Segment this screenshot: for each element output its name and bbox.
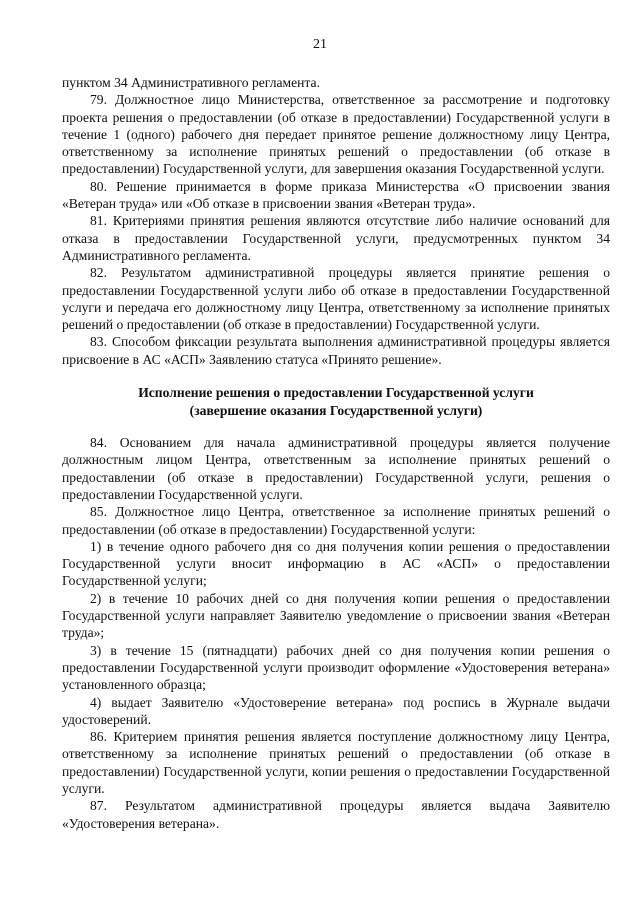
section-heading-line-1: Исполнение решения о предоставлении Государственной услуги [138, 385, 534, 401]
list-item-1: 1) в течение одного рабочего дня со дня получения копии решения о предоставлении Государственной услуги вносит информацию в АС «АСП» о предоставлении Государственной услуги; [62, 538, 610, 589]
paragraph-81: 81. Критериями принятия решения являются отсутствие либо наличие оснований для отказа в предоставлении Государственной услуги, предусмотренных пунктом 34 Административного регламента. [62, 213, 610, 263]
paragraph-87: 87. Результатом административной процедуры является выдача Заявителю «Удостоверения ветерана». [62, 798, 610, 831]
list-item-3: 3) в течение 15 (пятнадцати) рабочих дней со дня получения копии решения о предоставлении Государственной услуги производит оформление «Удостоверения ветерана» установленного образца; [62, 642, 610, 693]
section-heading-line-2: (завершение оказания Государственной услуги) [189, 403, 483, 419]
list-item-2: 2) в течение 10 рабочих дней со дня получения копии решения о предоставлении Государственной услуги направляет Заявителю уведомление о присвоении звания «Ветеран труда»; [62, 590, 610, 641]
paragraph-82: 82. Результатом административной процедуры является принятие решения о предоставлении Государственной услуги либо об отказе в предоставлении Государственной услуги и передача его должностному лицу Центра, ответственному за исполнение принятых решений о предоставлении (об отказе в предоставлении) Государственной услуги. [62, 265, 610, 333]
paragraph-83: 83. Способом фиксации результата выполнения административной процедуры является присвоение в АС «АСП» Заявлению статуса «Принято решение». [62, 334, 610, 367]
page-number: 21 [313, 37, 327, 52]
paragraph-80: 80. Решение принимается в форме приказа Министерства «О присвоении звания «Ветеран труда» или «Об отказе в присвоении звания «Ветеран труда». [62, 178, 610, 212]
list-item-4: 4) выдает Заявителю «Удостоверение ветерана» под роспись в Журнале выдачи удостоверений. [62, 694, 610, 727]
paragraph-86: 86. Критерием принятия решения является поступление должностному лицу Центра, ответственному за исполнение принятых решений о предоставлении (об отказе в предоставлении) Государственной услуги, копии решения о предоставлении Государственной услуги. [62, 729, 610, 796]
paragraph-continuation: пунктом 34 Административного регламента. [62, 75, 320, 90]
paragraph-85: 85. Должностное лицо Центра, ответственное за исполнение принятых решений о предоставлении (об отказе в предоставлении) Государственной услуги: [62, 504, 610, 537]
section-heading [62, 384, 610, 420]
paragraph-79: 79. Должностное лицо Министерства, ответственное за рассмотрение и подготовку проекта решения о предоставлении (об отказе в предоставлении) Государственной услуги в течение 1 (одного) рабочего дня передает принятое решение должностному лицу Центра, ответственному за исполнение принятых решений о предоставлении (об отказе в предоставлении) Государственной услуги, для завершения оказания Государственной услуги. [62, 92, 610, 177]
paragraph-84: 84. Основанием для начала административной процедуры является получение должностным лицом Центра, ответственным за исполнение принятых решений о предоставлении (об отказе в предоставлении) Государственной услуги, решения о предоставлении Государственной услуги. [62, 435, 610, 502]
document-body [62, 74, 610, 832]
